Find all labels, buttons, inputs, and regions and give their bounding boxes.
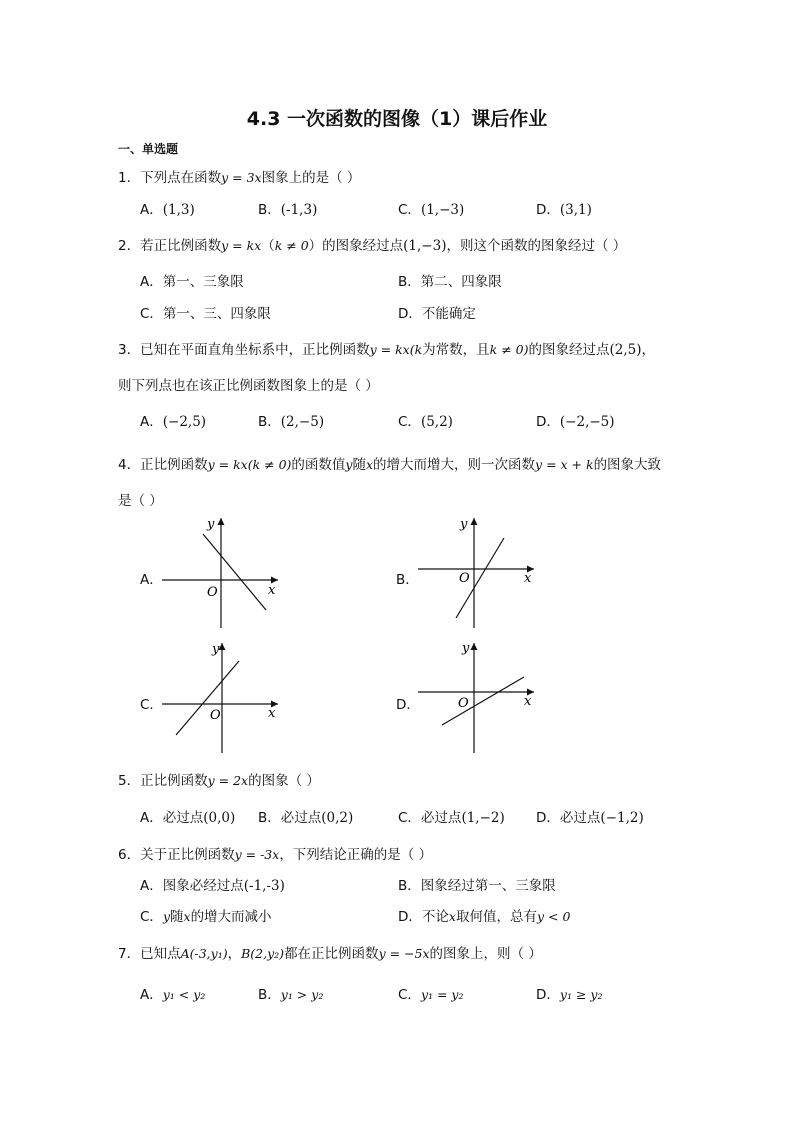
q4-graph-d[interactable] bbox=[416, 637, 541, 757]
q4-option-b[interactable]: B． bbox=[396, 572, 419, 588]
q4-graph-a[interactable] bbox=[160, 512, 285, 632]
q7-option-d[interactable]: D．y₁ ≥ y₂ bbox=[536, 987, 603, 1003]
question-2-stem: 2．若正比例函数y = kx（k ≠ 0）的图象经过点(1,−3)，则这个函数的图象经过（ ） bbox=[118, 238, 627, 254]
origin-label: O bbox=[207, 585, 218, 600]
q1-option-d[interactable]: D．(3,1) bbox=[536, 202, 592, 218]
q6-option-b[interactable]: B．图象经过第一、三象限 bbox=[398, 878, 556, 894]
svg-text:x: x bbox=[524, 694, 532, 709]
q7-option-b[interactable]: B．y₁ > y₂ bbox=[258, 987, 324, 1003]
svg-text:y: y bbox=[462, 641, 470, 656]
q3-option-a[interactable]: A．(−2,5) bbox=[140, 414, 207, 430]
q2-option-b[interactable]: B．第二、四象限 bbox=[398, 274, 502, 290]
question-7-stem: 7．已知点A(-3,y₁)，B(2,y₂)都在正比例函数y = −5x的图象上，则（ ） bbox=[118, 946, 542, 962]
svg-text:x: x bbox=[524, 571, 532, 586]
q5-option-d[interactable]: D．必过点(−1,2) bbox=[536, 810, 644, 826]
q1-option-b[interactable]: B．(-1,3) bbox=[258, 202, 318, 218]
graph-line bbox=[176, 661, 239, 735]
q6-option-a[interactable]: A．图象必经过点(-1,-3) bbox=[140, 878, 285, 894]
q4-option-a[interactable]: A． bbox=[140, 572, 163, 588]
question-3-stem: 3．已知在平面直角坐标系中，正比例函数y = kx(k为常数，且k ≠ 0)的图象经过点(2,5)， bbox=[118, 342, 655, 358]
page-title: 4.3 一次函数的图像（1）课后作业 bbox=[246, 108, 548, 130]
q4-graph-c[interactable] bbox=[160, 637, 285, 757]
question-3-stem-line2: 则下列点也在该正比例函数图象上的是（ ） bbox=[118, 378, 379, 394]
question-6-stem: 6．关于正比例函数y = -3x，下列结论正确的是（ ） bbox=[118, 847, 433, 863]
question-1-stem bbox=[118, 166, 360, 186]
q6-option-c[interactable]: C．y随x的增大而减小 bbox=[140, 909, 272, 925]
svg-text:x: x bbox=[268, 706, 276, 721]
svg-text:O: O bbox=[459, 571, 470, 586]
q6-option-d[interactable]: D．不论x取何值，总有y < 0 bbox=[398, 909, 571, 925]
q4-graph-b[interactable] bbox=[416, 512, 541, 632]
svg-text:O: O bbox=[458, 696, 469, 711]
q2-option-d[interactable]: D．不能确定 bbox=[398, 306, 476, 322]
q5-option-c[interactable]: C．必过点(1,−2) bbox=[398, 810, 505, 826]
q1-formula: y = 3x bbox=[221, 170, 262, 185]
q1-option-a[interactable]: A．(1,3) bbox=[140, 202, 195, 218]
svg-text:y: y bbox=[212, 642, 220, 657]
q3-option-c[interactable]: C．(5,2) bbox=[398, 414, 453, 430]
q2-option-a[interactable]: A．第一、三象限 bbox=[140, 274, 244, 290]
q4-option-d[interactable]: D． bbox=[396, 697, 420, 713]
svg-text:y: y bbox=[460, 517, 468, 532]
svg-text:O: O bbox=[210, 708, 221, 723]
q5-option-a[interactable]: A．必过点(0,0) bbox=[140, 810, 236, 826]
question-5-stem: 5．正比例函数y = 2x的图象（ ） bbox=[118, 773, 320, 789]
q3-option-d[interactable]: D．(−2,−5) bbox=[536, 414, 615, 430]
q1-option-c[interactable]: C．(1,−3) bbox=[398, 202, 465, 218]
q1-text-end: 图象上的是（ ） bbox=[261, 170, 361, 186]
q7-option-a[interactable]: A．y₁ < y₂ bbox=[140, 987, 206, 1003]
q2-option-c[interactable]: C．第一、三、四象限 bbox=[140, 306, 271, 322]
question-4-stem: 4．正比例函数y = kx(k ≠ 0)的函数值y随x的增大而增大，则一次函数y = x + k的图象大致 bbox=[118, 457, 662, 473]
q4-option-c[interactable]: C． bbox=[140, 697, 163, 713]
q5-option-b[interactable]: B．必过点(0,2) bbox=[258, 810, 354, 826]
x-axis-label: x bbox=[268, 583, 276, 598]
q7-option-c[interactable]: C．y₁ = y₂ bbox=[398, 987, 464, 1003]
y-axis-label: y bbox=[207, 517, 215, 532]
q3-option-b[interactable]: B．(2,−5) bbox=[258, 414, 325, 430]
section-heading: 一、单选题 bbox=[118, 142, 179, 156]
question-4-stem-line2: 是（ ） bbox=[118, 493, 163, 509]
graph-line bbox=[442, 677, 524, 725]
q1-text: 1．下列点在函数 bbox=[118, 170, 222, 186]
